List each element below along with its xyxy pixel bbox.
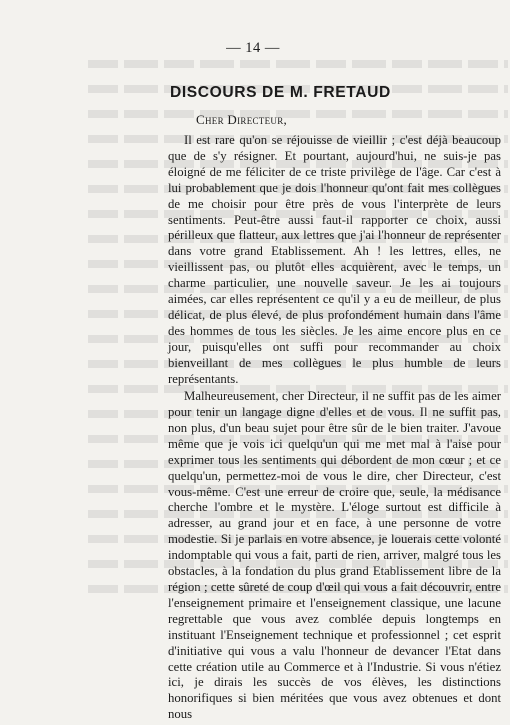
- paragraph-2: Malheureusement, cher Directeur, il ne suffit pas de les aimer pour tenir un langage digne d'elles et de vous. Il ne suffit pas, non plus, d'un beau sujet pour être sûr de le bien traiter. J'avoue même que je vois ici quelqu'un qui me met mal à l'aise pour exprimer tous les sentiments qui débordent de mon cœur ; et ce quelqu'un, permettez-moi de vous le dire, cher Directeur, c'est vous-même. C'est une erreur de croire que, seule, la médisance cherche l'ombre et le mystère. L'éloge surtout est difficile à adresser, au grand jour et en face, à une personne de votre modestie. Si je parlais en votre absence, je louerais cette volonté indomptable qui vous a fait, parti de rien, arriver, malgré tous les obstacles, à la fondation du plus grand Etablissement libre de la région ; cette sûreté de coup d'œil qui vous a fait découvrir, entre l'enseignement primaire et l'enseignement classique, une lacune regrettable que vous avez comblée depuis longtemps en instituant l'Enseignement technique et professionnel ; cet esprit d'initiative qui vous a valu l'honneur de devancer l'Etat dans cette création utile au Commerce et à l'Industrie. Si vous n'étiez ici, je dirais les succès de vos élèves, les distinctions honorifiques si bien méritées que vous avez obtenues et dont nous: [168, 389, 501, 722]
- paragraph-1: Il est rare qu'on se réjouisse de vieillir ; c'est déjà beaucoup que de s'y résigner. Et pourtant, aujourd'hui, ne suis-je pas éloigné de me féliciter de ce triste privilège de l'âge. Car c'est à lui probablement que je dois l'honneur qu'ont fait mes collègues de me choisir pour être près de vous l'interprète de leurs sentiments. Peut-être aussi faut-il rapporter ce choix, aussi périlleux que flatteur, aux lettres que j'ai l'honneur de représenter dans votre grand Etablissement. Ah ! les lettres, elles, ne vieillissent pas, ou plutôt elles acquièrent, avec le temps, un charme particulier, une nouvelle saveur. Je les ai toujours aimées, car elles représentent ce qu'il y a eu de meilleur, de plus délicat, de plus élevé, de plus profondément humain dans l'âme des hommes de tous les siècles. Je les aime encore plus en ce jour, puisqu'elles ont suffi pour recommander au choix bienveillant de mes collègues le plus humble de leurs représentants.: [168, 133, 501, 386]
- page-title: DISCOURS DE M. FRETAUD: [170, 84, 391, 101]
- body-text: [168, 133, 501, 725]
- page-number: — 14 —: [226, 40, 280, 56]
- salutation: Cher Directeur,: [196, 112, 288, 127]
